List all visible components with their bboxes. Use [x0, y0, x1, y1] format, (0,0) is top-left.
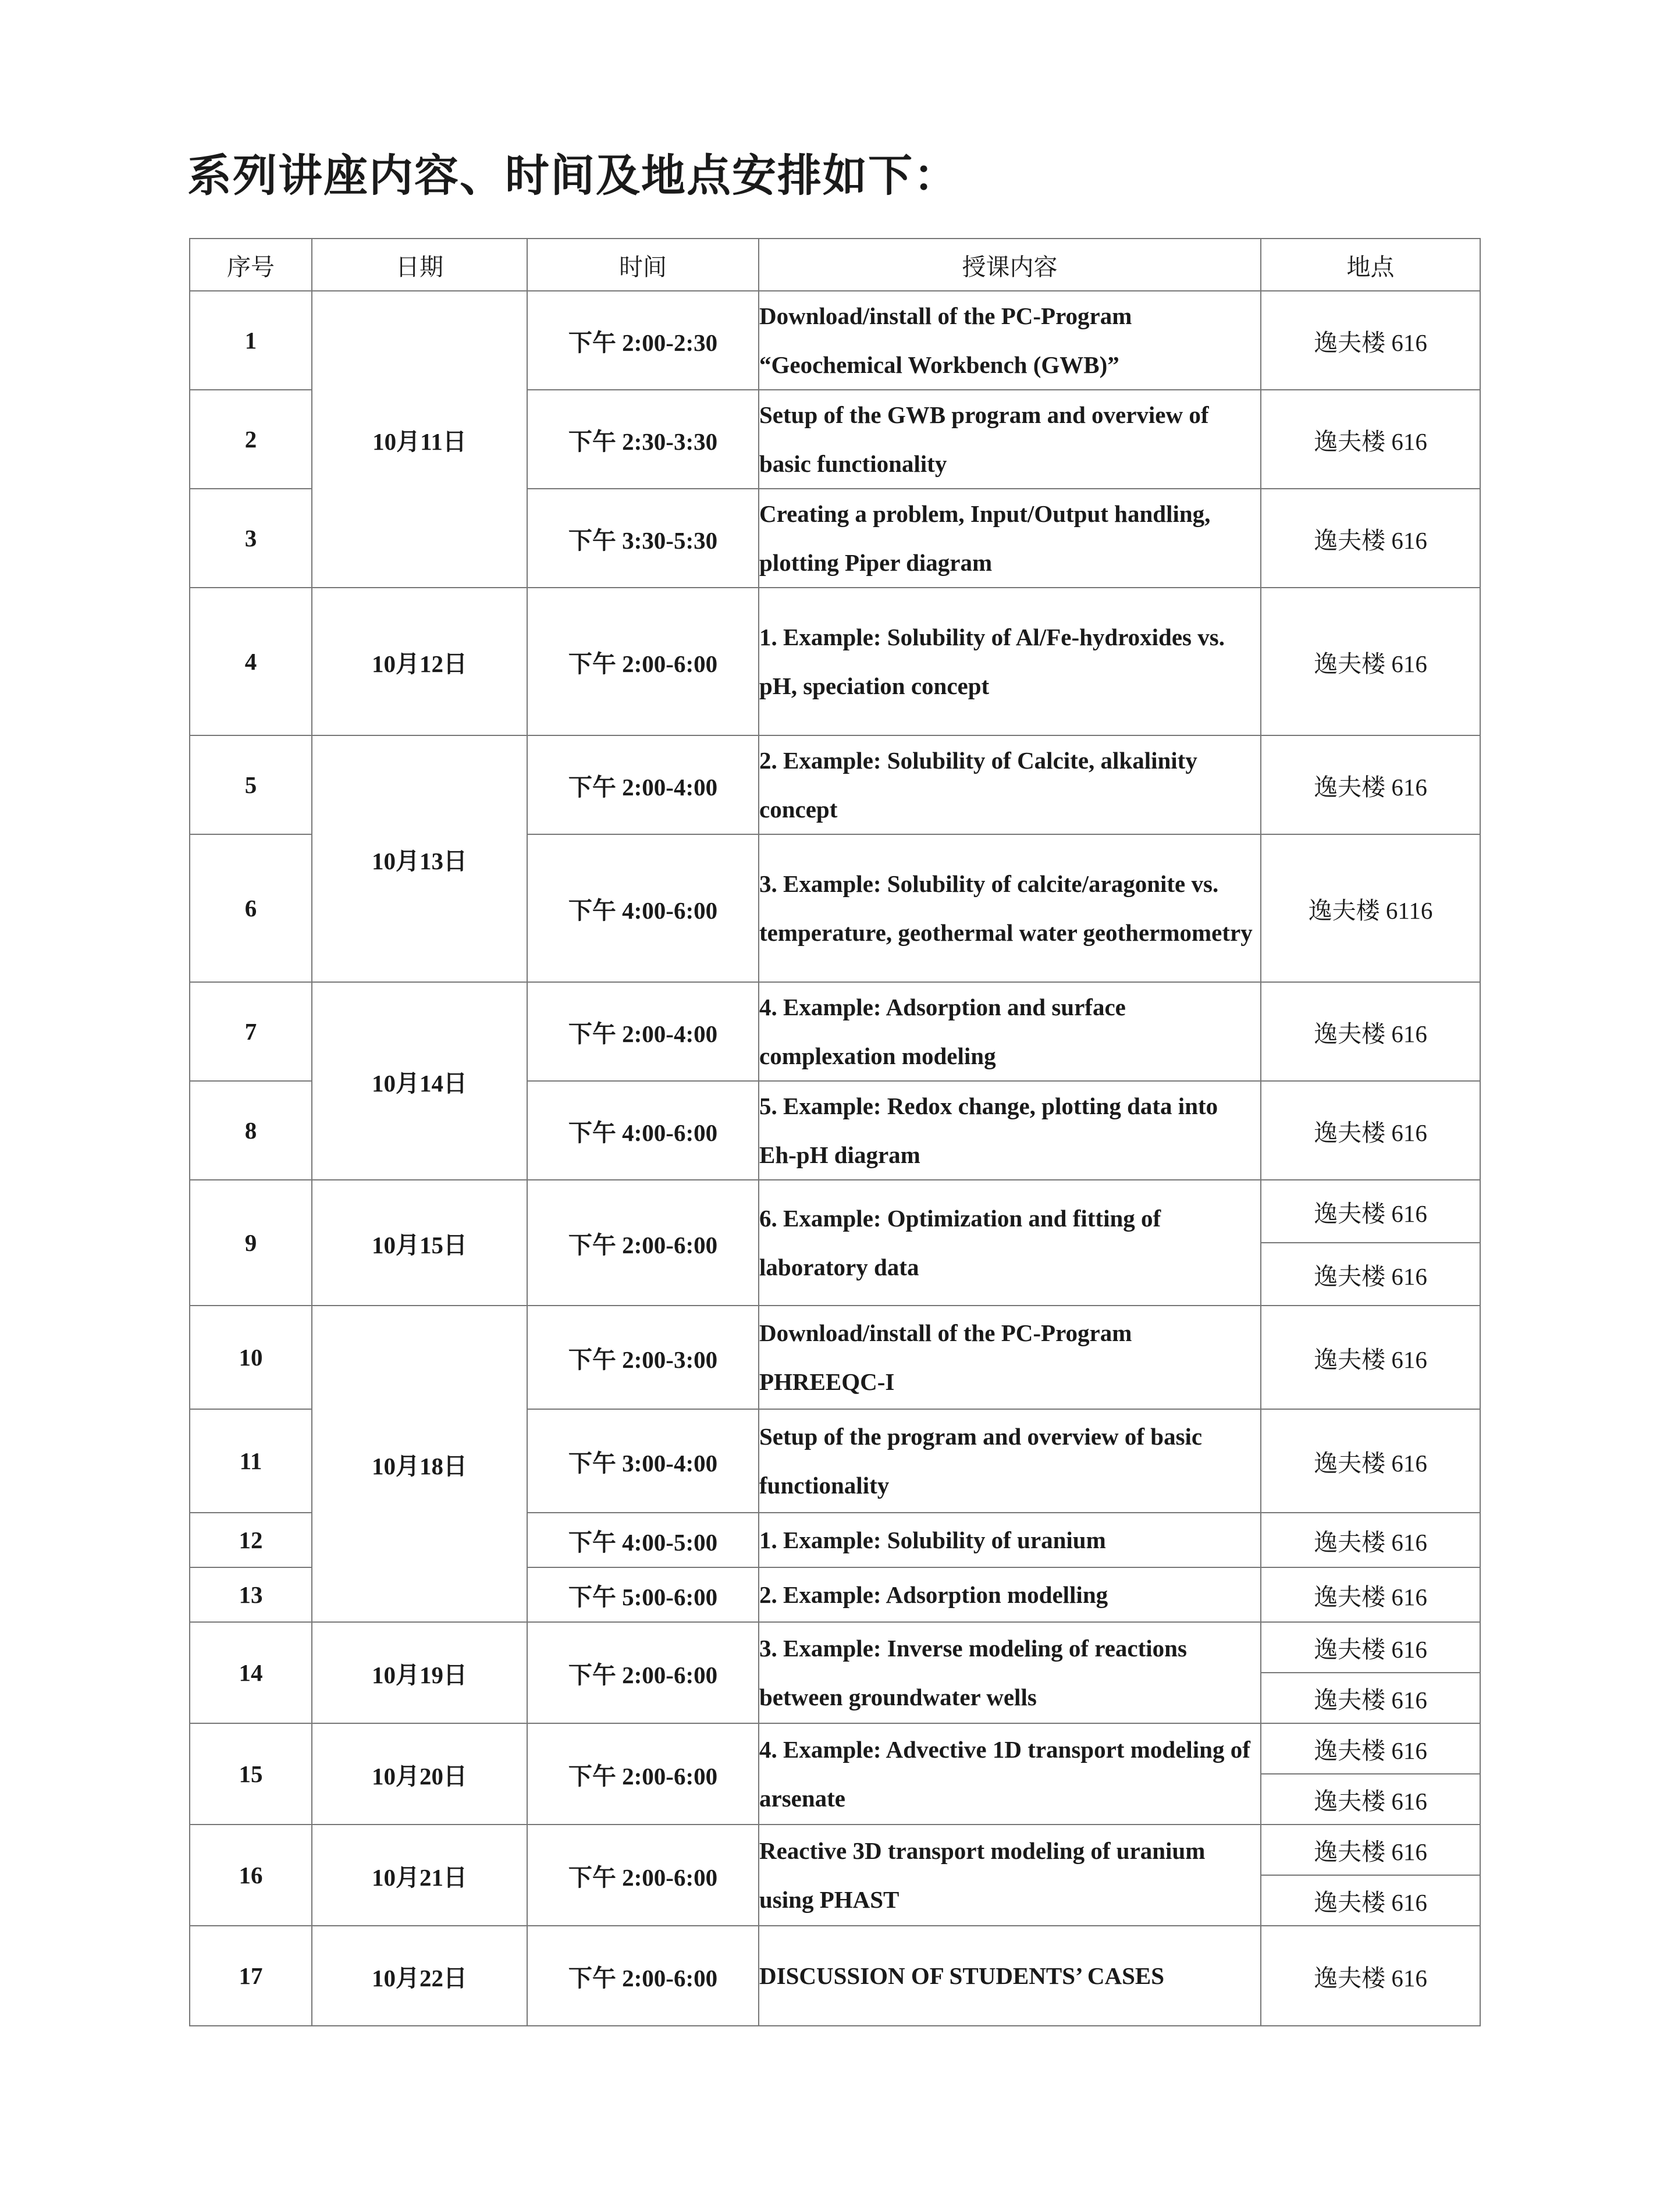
date-cell: 10月15日: [312, 1180, 527, 1306]
location-cell: 逸夫楼 616: [1261, 291, 1480, 390]
location-cell: 逸夫楼 616: [1261, 1825, 1480, 1875]
time-cell: 下午 4:00-5:00: [527, 1513, 759, 1567]
time-cell: 下午 2:00-6:00: [527, 1622, 759, 1723]
content-cell: Reactive 3D transport modeling of uranium using PHAST: [759, 1825, 1261, 1926]
location-cell: 逸夫楼 616: [1261, 1723, 1480, 1774]
time-cell: 下午 2:30-3:30: [527, 390, 759, 489]
row-number: 3: [190, 489, 312, 588]
location-cell: 逸夫楼 616: [1261, 1081, 1480, 1180]
header-time: 时间: [527, 239, 759, 291]
lecture-schedule-table: [189, 238, 1481, 2026]
time-cell: 下午 2:00-2:30: [527, 291, 759, 390]
content-cell: 2. Example: Adsorption modelling: [759, 1567, 1261, 1622]
row-number: 9: [190, 1180, 312, 1306]
time-cell: 下午 2:00-6:00: [527, 588, 759, 735]
content-cell: Download/install of the PC-Program PHREEQC-I: [759, 1306, 1261, 1409]
time-cell: 下午 2:00-3:00: [527, 1306, 759, 1409]
date-cell: 10月20日: [312, 1723, 527, 1825]
content-cell: 4. Example: Adsorption and surface complexation modeling: [759, 982, 1261, 1081]
table-row: [190, 291, 1480, 390]
header-content: 授课内容: [759, 239, 1261, 291]
content-cell: 6. Example: Optimization and fitting of laboratory data: [759, 1180, 1261, 1306]
time-cell: 下午 2:00-6:00: [527, 1180, 759, 1306]
location-cell: 逸夫楼 616: [1261, 1774, 1480, 1825]
date-cell: 10月12日: [312, 588, 527, 735]
location-cell: 逸夫楼 616: [1261, 735, 1480, 834]
location-cell: 逸夫楼 616: [1261, 1513, 1480, 1567]
table-row: [190, 1180, 1480, 1243]
date-cell: 10月22日: [312, 1926, 527, 2026]
location-cell: 逸夫楼 616: [1261, 1409, 1480, 1513]
time-cell: 下午 3:00-4:00: [527, 1409, 759, 1513]
content-cell: Download/install of the PC-Program “Geochemical Workbench (GWB)”: [759, 291, 1261, 390]
location-cell: 逸夫楼 616: [1261, 588, 1480, 735]
table-header-row: [190, 239, 1480, 291]
page-title: 系列讲座内容、时间及地点安排如下：: [187, 152, 959, 201]
row-number: 10: [190, 1306, 312, 1409]
time-cell: 下午 5:00-6:00: [527, 1567, 759, 1622]
date-cell: 10月14日: [312, 982, 527, 1180]
content-cell: 1. Example: Solubility of Al/Fe-hydroxides vs. pH, speciation concept: [759, 588, 1261, 735]
content-cell: 1. Example: Solubility of uranium: [759, 1513, 1261, 1567]
row-number: 11: [190, 1409, 312, 1513]
row-number: 6: [190, 834, 312, 982]
location-cell: 逸夫楼 616: [1261, 1567, 1480, 1622]
content-cell: Setup of the GWB program and overview of basic functionality: [759, 390, 1261, 489]
content-cell: 3. Example: Inverse modeling of reactions between groundwater wells: [759, 1622, 1261, 1723]
table-row: [190, 1306, 1480, 1409]
table-row: [190, 982, 1480, 1081]
location-cell: 逸夫楼 616: [1261, 489, 1480, 588]
location-cell: 逸夫楼 616: [1261, 1875, 1480, 1926]
content-cell: 2. Example: Solubility of Calcite, alkalinity concept: [759, 735, 1261, 834]
header-location: 地点: [1261, 239, 1480, 291]
row-number: 5: [190, 735, 312, 834]
location-cell: 逸夫楼 616: [1261, 1673, 1480, 1723]
location-cell: 逸夫楼 616: [1261, 1306, 1480, 1409]
table-row: [190, 1622, 1480, 1673]
location-cell: 逸夫楼 616: [1261, 1243, 1480, 1306]
table-row: [190, 1723, 1480, 1774]
date-cell: 10月13日: [312, 735, 527, 982]
content-cell: DISCUSSION OF STUDENTS’ CASES: [759, 1926, 1261, 2026]
date-cell: 10月19日: [312, 1622, 527, 1723]
content-cell: Setup of the program and overview of basic functionality: [759, 1409, 1261, 1513]
location-cell: 逸夫楼 616: [1261, 390, 1480, 489]
row-number: 16: [190, 1825, 312, 1926]
table-row: [190, 1825, 1480, 1875]
location-cell: 逸夫楼 6116: [1261, 834, 1480, 982]
date-cell: 10月21日: [312, 1825, 527, 1926]
row-number: 2: [190, 390, 312, 489]
content-cell: 3. Example: Solubility of calcite/aragonite vs. temperature, geothermal water geothermometry: [759, 834, 1261, 982]
time-cell: 下午 2:00-6:00: [527, 1825, 759, 1926]
header-date: 日期: [312, 239, 527, 291]
content-cell: Creating a problem, Input/Output handling, plotting Piper diagram: [759, 489, 1261, 588]
content-cell: 5. Example: Redox change, plotting data into Eh-pH diagram: [759, 1081, 1261, 1180]
table-row: [190, 588, 1480, 735]
row-number: 8: [190, 1081, 312, 1180]
content-cell: 4. Example: Advective 1D transport modeling of arsenate: [759, 1723, 1261, 1825]
location-cell: 逸夫楼 616: [1261, 982, 1480, 1081]
date-cell: 10月18日: [312, 1306, 527, 1622]
row-number: 7: [190, 982, 312, 1081]
date-cell: 10月11日: [312, 291, 527, 588]
time-cell: 下午 4:00-6:00: [527, 1081, 759, 1180]
row-number: 13: [190, 1567, 312, 1622]
time-cell: 下午 2:00-4:00: [527, 982, 759, 1081]
table-row: [190, 1926, 1480, 2026]
row-number: 1: [190, 291, 312, 390]
row-number: 14: [190, 1622, 312, 1723]
location-cell: 逸夫楼 616: [1261, 1926, 1480, 2026]
table-row: [190, 735, 1480, 834]
time-cell: 下午 2:00-4:00: [527, 735, 759, 834]
row-number: 17: [190, 1926, 312, 2026]
row-number: 15: [190, 1723, 312, 1825]
location-cell: 逸夫楼 616: [1261, 1180, 1480, 1243]
time-cell: 下午 3:30-5:30: [527, 489, 759, 588]
row-number: 4: [190, 588, 312, 735]
time-cell: 下午 2:00-6:00: [527, 1926, 759, 2026]
time-cell: 下午 2:00-6:00: [527, 1723, 759, 1825]
location-cell: 逸夫楼 616: [1261, 1622, 1480, 1673]
row-number: 12: [190, 1513, 312, 1567]
time-cell: 下午 4:00-6:00: [527, 834, 759, 982]
header-number: 序号: [190, 239, 312, 291]
